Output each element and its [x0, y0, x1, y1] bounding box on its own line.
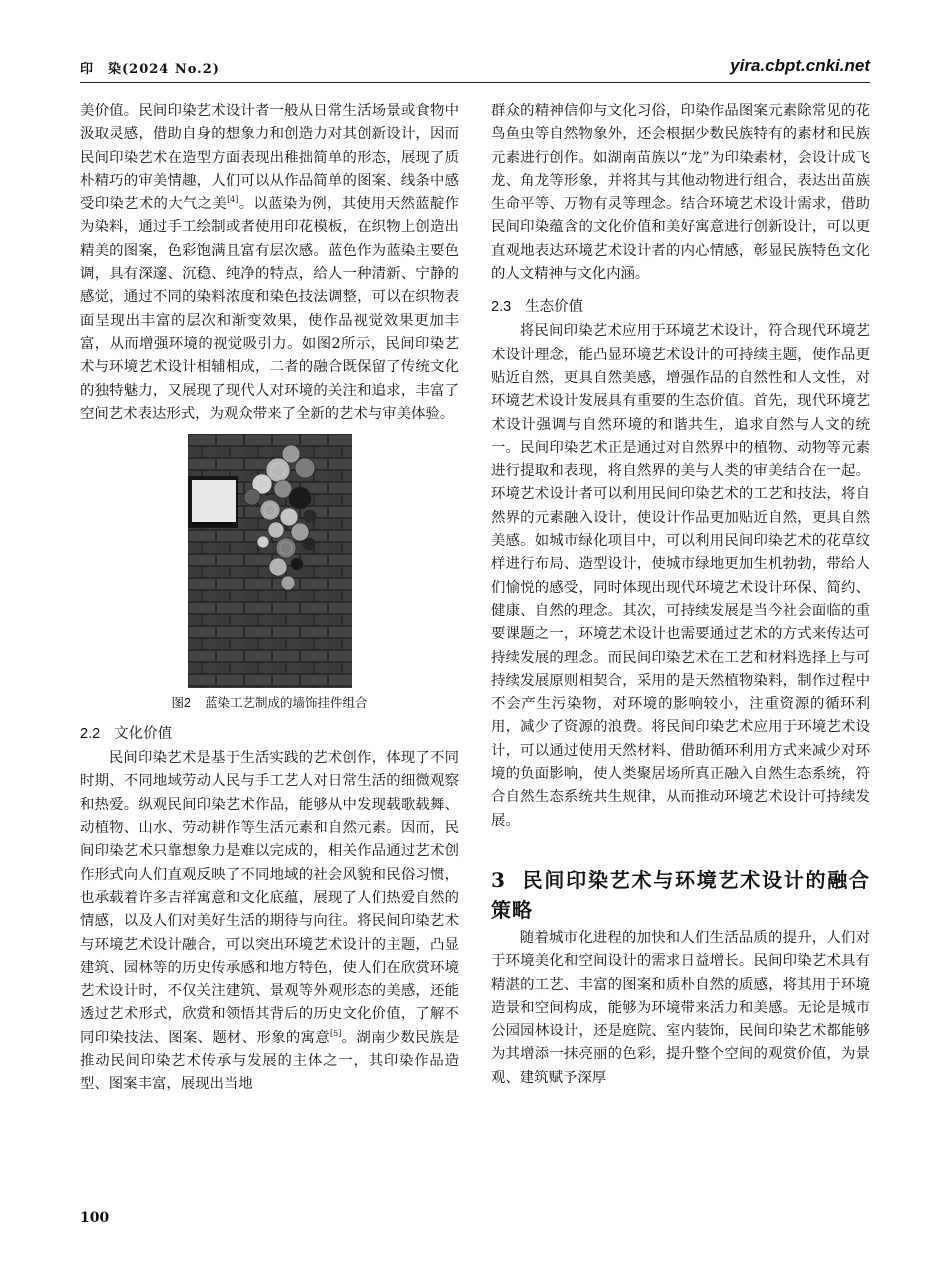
running-header: [80, 56, 870, 83]
paragraph-aesthetic-value: 美价值。民间印染艺术设计者一般从日常生活场景或食物中汲取灵感，借助自身的想象力和创造力对其创新设计，因而民间印染艺术在造型方面表现出稚拙简单的形态，展现了质朴精巧的审美情趣，人们可以从作品简单的图案、线条中感受印染艺术的大气之美[4]。以蓝染为例，其使用天然蓝靛作为染料，通过手工绘制或者使用印花模板，在织物上创造出精美的图案，色彩饱满且富有层次感。蓝色作为蓝染主要色调，具有深邃、沉稳、纯净的特点，给人一种清新、宁静的感觉，通过不同的染料浓度和染色技法调整，可以在织物表面呈现出丰富的层次和渐变效果，使作品视觉效果更加丰富，从而增强环境的视觉吸引力。如图2所示，民间印染艺术与环境艺术设计相辅相成，二者的融合既保留了传统文化的独特魅力，又展现了现代人对环境的关注和追求，丰富了空间艺术表达形式，为观众带来了全新的艺术与审美体验。: [80, 103, 459, 422]
section-heading-2-3: [491, 296, 870, 318]
paragraph-ecological-value: 将民间印染艺术应用于环境艺术设计，符合现代环境艺术设计理念，能凸显环境艺术设计的可持续主题，使作品更贴近自然，更具自然美感，增强作品的自然性和人文性，对环境艺术设计发展具有重要的生态价值。首先，现代环境艺术设计强调与自然环境的和谐共生，追求自然与人文的统一。民间印染艺术正是通过对自然界中的植物、动物等元素进行提取和表现，将自然界的美与人类的审美结合在一起。环境艺术设计者可以利用民间印染艺术的工艺和技法，将自然界的元素融入设计，使设计作品更加贴近自然，更具自然美感。如城市绿化项目中，可以利用民间印染艺术的花草纹样进行布局、造型设计，使城市绿地更加生机勃勃，带给人们愉悦的感受，同时体现出现代环境艺术设计环保、简约、健康、自然的理念。其次，可持续发展是当今社会面临的重要课题之一，环境艺术设计也需要通过艺术的方式来传达可持续发展的理念。而民间印染艺术在工艺和材料选择上与可持续发展原则相契合，采用的是天然植物染料，制作过程中不会产生污染物，对环境的影响较小，注重资源的循环利用，减少了资源的浪费。将民间印染艺术应用于环境艺术设计，可以通过使用天然材料、借助循环利用方式来减少对环境的负面影响，使人类聚居场所真正融入自然生态系统，符合自然生态系统共生规律，从而推动环境艺术设计可持续发展。: [491, 323, 870, 829]
section-title: 生态价值: [525, 299, 584, 316]
section-title: 民间印染艺术与环境艺术设计的融合策略: [491, 867, 870, 922]
citation-4: [4]: [227, 195, 239, 205]
figure-caption-text: 蓝染工艺制成的墙饰挂件组合: [204, 696, 368, 711]
left-column: [80, 100, 459, 1097]
figure-2: [80, 434, 459, 713]
wall-decoration-photo: [188, 434, 352, 688]
brick-wall-image: [188, 434, 352, 688]
section-heading-3: [491, 865, 870, 925]
citation-5: [5]: [330, 1028, 342, 1038]
journal-website: yira.cbpt.cnki.net: [730, 56, 870, 75]
section-title: 文化价值: [114, 726, 173, 743]
right-column: [491, 100, 870, 1090]
section-heading-2-2: [80, 723, 459, 745]
figure-caption: [80, 693, 459, 713]
section-number: 3: [491, 867, 506, 892]
paragraph-cultural-continued: 群众的精神信仰与文化习俗，印染作品图案元素除常见的花鸟鱼虫等自然物象外，还会根据少数民族特有的素材和民族元素进行创作。如湖南苗族以“龙”为印染素材，会设计成飞龙、角龙等形象，并将其与其他动物进行组合，表达出苗族生命平等、万物有灵等理念。结合环境艺术设计需求，借助民间印染蕴含的文化价值和美好寓意进行创新设计，可以更直观地表达环境艺术设计者的内心情感，彰显民族特色文化的人文精神与文化内涵。: [491, 103, 870, 283]
journal-issue: 印 染(2024 No.2): [80, 62, 220, 77]
page-number: 100: [80, 1210, 110, 1226]
paragraph-cultural-value: 民间印染艺术是基于生活实践的艺术创作，体现了不同时期、不同地域劳动人民与手工艺人对日常生活的细微观察和热爱。纵观民间印染艺术作品，能够从中发现载歌载舞、动植物、山水、劳动耕作等生活元素和自然元素。因而，民间印染艺术只靠想象力是难以完成的，相关作品通过艺术创作形式向人们直观反映了不同地域的社会风貌和民俗习惯，也承载着许多吉祥寓意和文化底蕴，展现了人们热爱自然的情感，以及人们对美好生活的期待与向往。将民间印染艺术与环境艺术设计融合，可以突出环境艺术设计的主题，凸显建筑、园林等的历史传承感和地方特色，使人们在欣赏环境艺术设计时，不仅关注建筑、景观等外观形态的美感，还能透过艺术形式，欣赏和领悟其背后的历史文化价值，了解不同印染技法、图案、题材、形象的寓意[5]。湖南少数民族是推动民间印染艺术传承与发展的主体之一，其印染作品造型、图案丰富，展现出当地: [80, 750, 459, 1093]
section-number: 2.3: [491, 299, 512, 316]
paragraph-integration-strategy: 随着城市化进程的加快和人们生活品质的提升，人们对于环境美化和空间设计的需求日益增长。民间印染艺术具有精湛的工艺、丰富的图案和质朴自然的质感，将其用于环境造景和空间构成，能够为环境带来活力和美感。无论是城市公园园林设计，还是庭院、室内装饰，民间印染艺术都能够为其增添一抹亮丽的色彩，提升整个空间的观赏价值，为景观、建筑赋予深厚: [491, 929, 870, 1086]
figure-number: 图2: [171, 696, 191, 711]
section-number: 2.2: [80, 726, 101, 743]
